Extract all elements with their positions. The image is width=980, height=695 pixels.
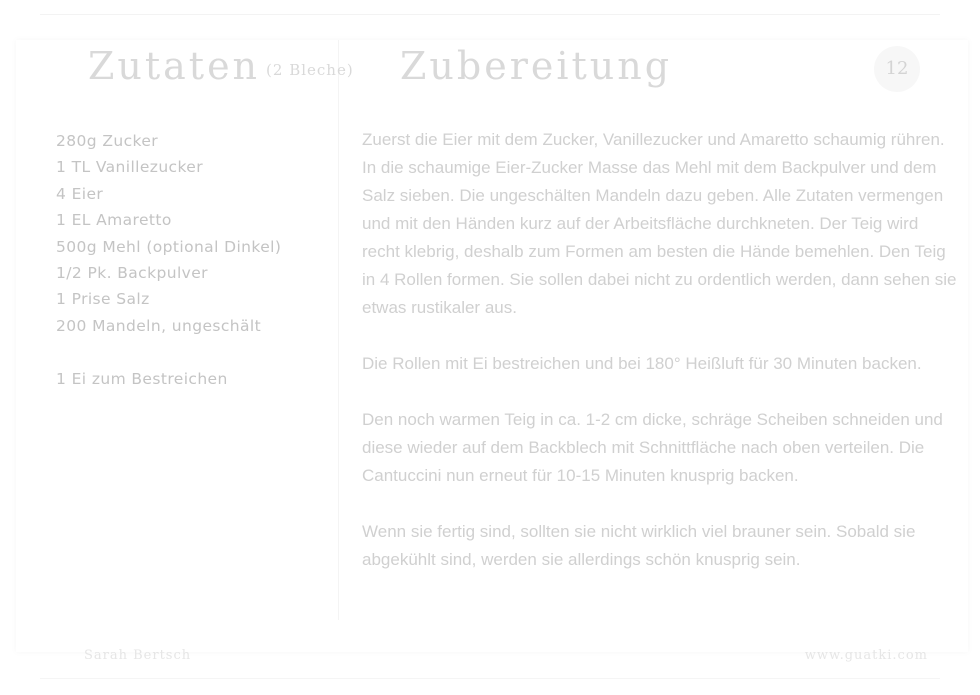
ingredient-item: 500g Mehl (optional Dinkel) xyxy=(56,237,282,256)
preparation-paragraph: Wenn sie fertig sind, sollten sie nicht wirklich viel brauner sein. Sobald sie abgekühlt sind, werden sie allerdings schön knusprig sein. xyxy=(362,522,916,569)
ingredient-extra: 1 Ei zum Bestreichen xyxy=(56,369,228,388)
top-divider xyxy=(40,14,940,15)
preparation-paragraph: Den noch warmen Teig in ca. 1-2 cm dicke, schräge Scheiben schneiden und diese wieder auf dem Backblech mit Schnittfläche nach oben verteilen. Die Cantuccini nun erneut für 10-15 Minuten knusprig backen. xyxy=(362,410,943,485)
ingredient-item: 280g Zucker xyxy=(56,132,159,150)
preparation-text xyxy=(362,126,960,602)
ingredient-item: 4 Eier xyxy=(56,184,104,203)
ingredient-item: 200 Mandeln, ungeschält xyxy=(56,316,262,335)
preparation-heading: Zubereitung xyxy=(400,44,673,88)
ingredients-title: Zutaten xyxy=(88,44,261,88)
ingredients-subtitle: (2 Bleche) xyxy=(266,61,354,79)
ingredients-heading xyxy=(88,44,354,88)
footer-author: Sarah Bertsch xyxy=(84,648,192,663)
bottom-divider xyxy=(40,678,940,679)
ingredient-item: 1 EL Amaretto xyxy=(56,211,172,230)
footer-website: www.guatki.com xyxy=(804,648,928,663)
ingredient-item: 1 TL Vanillezucker xyxy=(56,158,204,177)
preparation-paragraph: Die Rollen mit Ei bestreichen und bei 180° Heißluft für 30 Minuten backen. xyxy=(362,354,922,373)
ingredients-list xyxy=(56,128,281,392)
ingredient-item: 1 Prise Salz xyxy=(56,290,150,309)
ingredient-item: 1/2 Pk. Backpulver xyxy=(56,264,208,283)
page-number-badge: 12 xyxy=(874,46,920,92)
preparation-paragraph: Zuerst die Eier mit dem Zucker, Vanillezucker und Amaretto schaumig rühren. In die schaumige Eier-Zucker Masse das Mehl mit dem Backpulver und dem Salz sieben. Die ungeschälten Mandeln dazu geben. Alle Zutaten vermengen und mit den Händen kurz auf der Arbeitsfläche durchkneten. Der Teig wird recht klebrig, deshalb zum Formen am besten die Hände bemehlen. Den Teig in 4 Rollen formen. Sie sollen dabei nicht zu ordentlich werden, dann sehen sie etwas rustikaler aus. xyxy=(362,130,957,317)
